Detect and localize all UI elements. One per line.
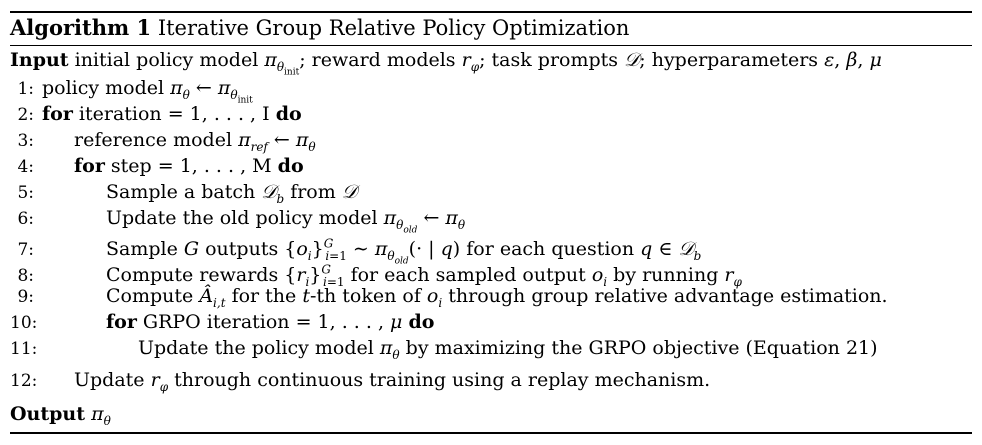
algo-line-11: 11: Update the policy model $\pi_\theta$ by maximizing the GRPO objective (Equation 21) xyxy=(10,337,878,362)
line-number: 8: xyxy=(17,266,34,287)
input-line: Input initial policy model $\pi_{\theta_{init}}$; reward models $r_\varphi$; task prompts 𝒟; hyperparameters ε, β, μ xyxy=(10,49,882,78)
line-number: 4: xyxy=(17,157,34,177)
bottom-rule xyxy=(10,432,972,434)
title-rule xyxy=(10,45,972,46)
algo-line-5: 5: Sample a batch 𝒟$_b$ from 𝒟 xyxy=(10,180,357,211)
algorithm-name: Iterative Group Relative Policy Optimization xyxy=(157,16,630,40)
algo-line-4: 4: for step = 1, . . . , M do xyxy=(10,154,304,179)
algo-line-12: 12: Update $r_\varphi$ through continuous training using a replay mechanism. xyxy=(10,369,711,394)
algorithm-label: Algorithm 1 xyxy=(10,15,152,40)
input-label: Input xyxy=(10,49,69,71)
algo-line-1: 1: policy model $\pi_\theta$ ← $\pi_{\theta_{init}}$ xyxy=(10,76,253,112)
algo-line-9: 9: Compute $Â_{i,t}$ for the t-th token of $o_i$ through group relative advantage estimation. xyxy=(10,284,888,315)
algo-line-2: 2: for iteration = 1, . . . , I do xyxy=(10,102,302,127)
line-number: 11: xyxy=(10,339,38,359)
algo-line-10: 10: for GRPO iteration = 1, . . . , μ do xyxy=(10,311,435,333)
line-number: 2: xyxy=(17,105,34,125)
line-number: 12: xyxy=(10,371,38,391)
line-number: 5: xyxy=(17,183,34,203)
algo-line-8: 8: Compute rewards $\{r_i\}^G_{i=1}$ for each sampled output $o_i$ by running $r_\varphi$ xyxy=(10,258,742,294)
algo-line-7: 7: Sample G outputs $\{o_i\}^G_{i=1}$ ∼ $\pi_{\theta_{old}}(\cdot$ | q) for each question q ∈ 𝒟$_b$ xyxy=(10,232,701,274)
algorithm-title xyxy=(10,15,629,40)
line-number: 7: xyxy=(17,240,34,261)
line-number: 6: xyxy=(17,209,34,229)
output-label: Output xyxy=(10,403,86,425)
output-line: Output $\pi_\theta$ xyxy=(10,403,111,428)
line-number: 9: xyxy=(17,287,34,307)
line-number: 3: xyxy=(17,131,34,151)
algo-line-3: 3: reference model $\pi_{ref}$ ← $\pi_\theta$ xyxy=(10,128,316,159)
line-number: 10: xyxy=(10,313,38,333)
top-rule xyxy=(10,11,972,13)
line-number: 1: xyxy=(17,79,34,99)
algo-line-6: 6: Update the old policy model $\pi_{\theta_{old}}$ ← $\pi_\theta$ xyxy=(10,206,465,242)
